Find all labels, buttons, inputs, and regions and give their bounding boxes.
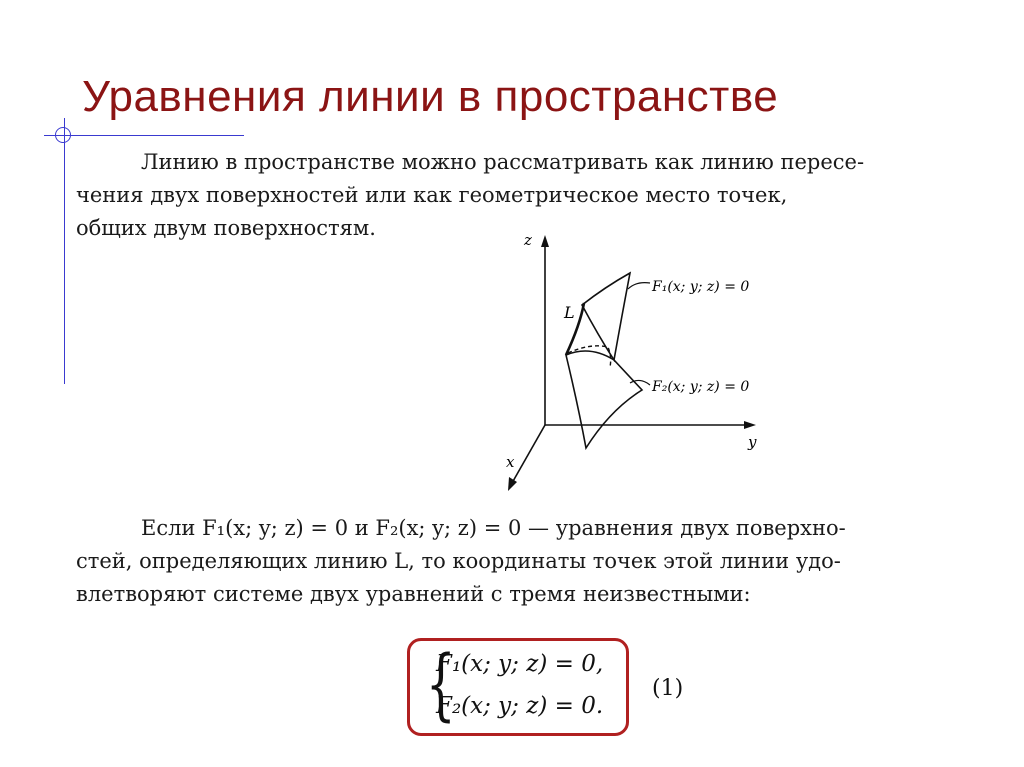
page-title: Уравнения линии в пространстве xyxy=(82,72,779,121)
axis-x-label: x xyxy=(506,453,515,471)
brace-symbol: { xyxy=(425,640,456,730)
z-axis-arrow xyxy=(541,235,549,247)
system-equation-1: F₁(x; y; z) = 0, xyxy=(436,651,604,677)
definition-line-3: влетворяют системе двух уравнений с тремя неизвестными: xyxy=(76,582,751,606)
equation-number: (1) xyxy=(652,676,684,701)
definition-line-2: стей, определяющих линию L, то координаты точек этой линии удо- xyxy=(76,549,841,573)
x-axis-arrow xyxy=(508,477,517,491)
decoration-vertical-line xyxy=(64,118,65,384)
leader-surface-2 xyxy=(630,380,650,385)
axis-z-label: z xyxy=(524,231,532,249)
surfaces-intersection-figure xyxy=(490,225,790,500)
surface-1-label: F₁(x; y; z) = 0 xyxy=(652,279,750,295)
leader-surface-1 xyxy=(628,283,650,289)
surface-2 xyxy=(566,351,642,448)
definition-paragraph xyxy=(76,512,994,611)
intro-line-1: Линию в пространстве можно рассматривать как линию пересе- xyxy=(141,150,865,174)
axis-y-label: y xyxy=(748,433,757,451)
definition-line-1: Если F₁(x; y; z) = 0 и F₂(x; y; z) = 0 — уравнения двух поверхно- xyxy=(141,516,846,540)
x-axis xyxy=(512,425,545,483)
line-L-label: L xyxy=(564,303,575,322)
surface-2-label: F₂(x; y; z) = 0 xyxy=(652,379,750,395)
system-equation-2: F₂(x; y; z) = 0. xyxy=(436,693,604,719)
intro-line-3: общих двум поверхностям. xyxy=(76,216,376,240)
y-axis-arrow xyxy=(744,421,756,429)
intro-line-2: чения двух поверхностей или как геометрическое место точек, xyxy=(76,183,788,207)
hidden-curve xyxy=(568,346,611,367)
decoration-horizontal-line xyxy=(44,135,244,136)
equation-system-box xyxy=(407,638,629,736)
decoration-circle xyxy=(55,127,71,143)
